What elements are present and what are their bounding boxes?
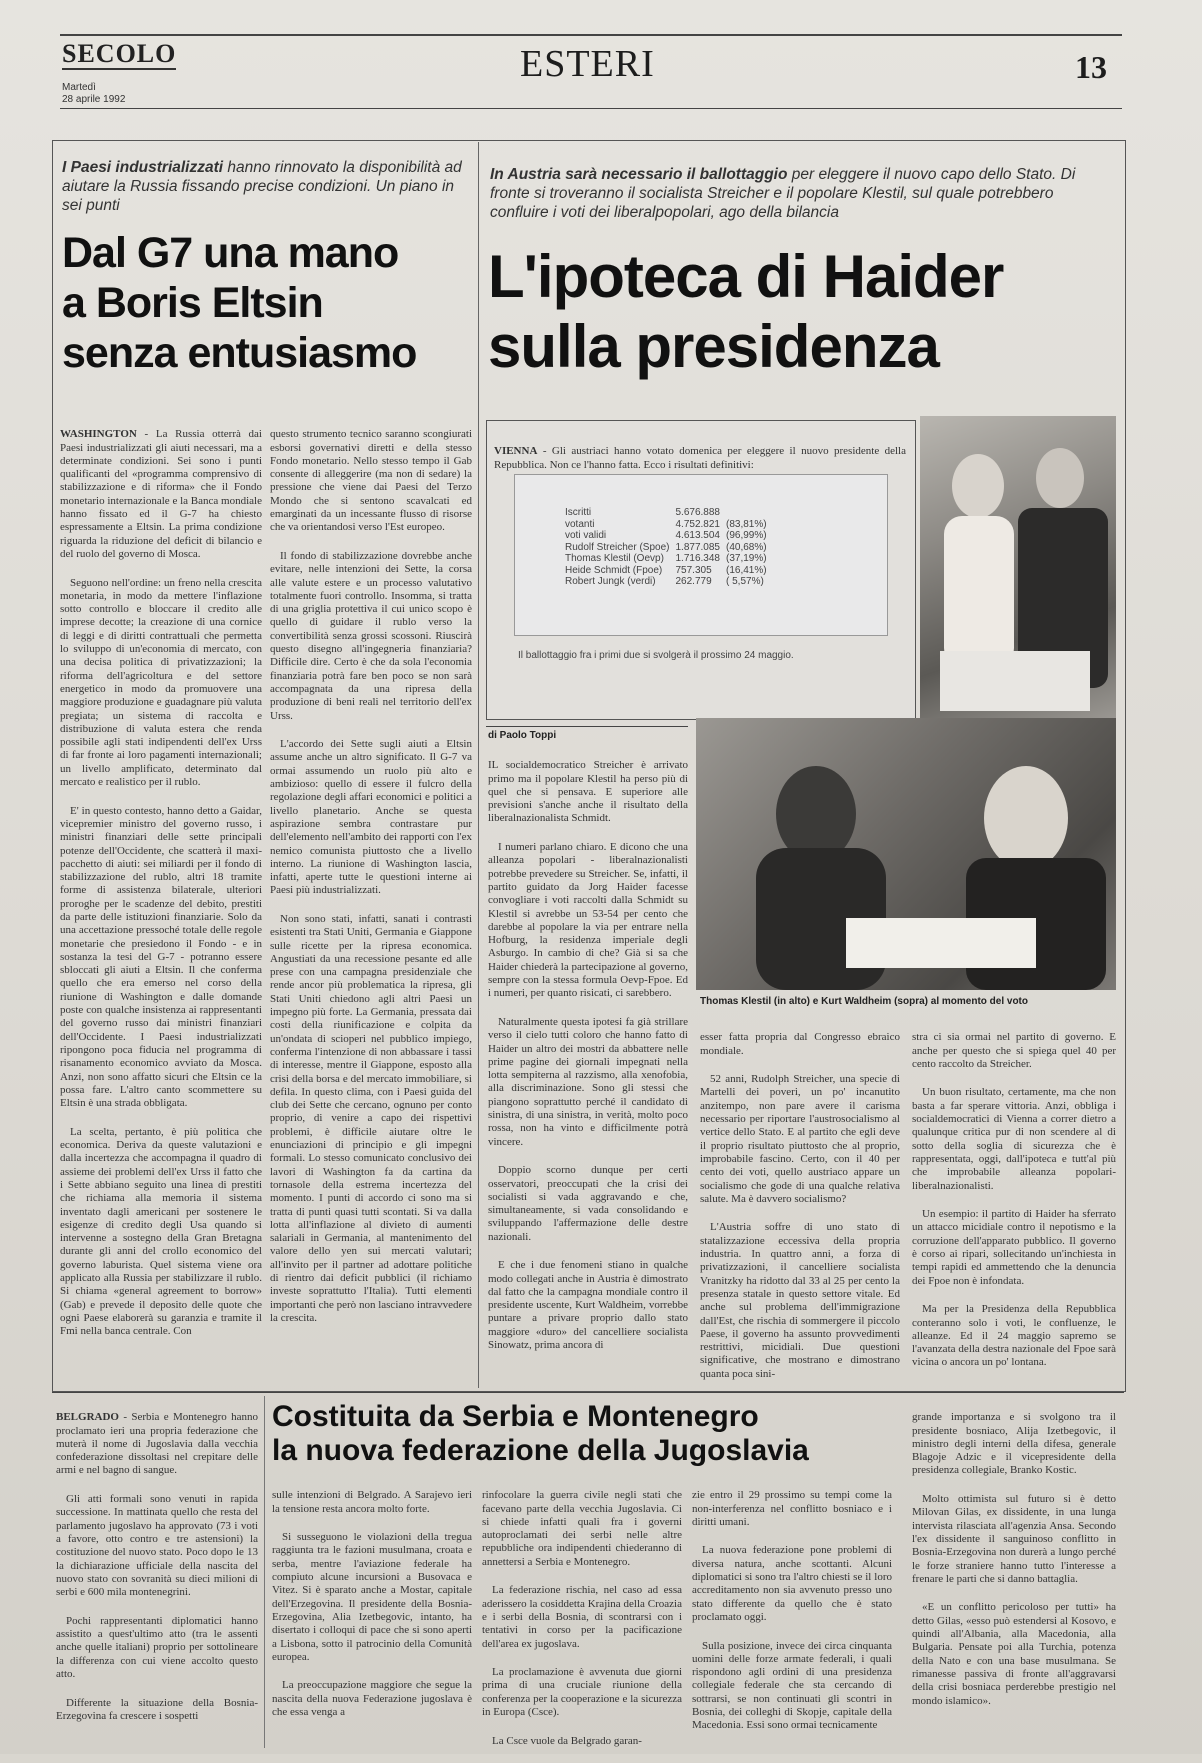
result-value: 757.305 bbox=[675, 564, 712, 576]
jugoslavia-paragraph: La nuova federazione pone problemi di diversa natura, anche scottanti. Alcuni diplomatici si sono tra l'altro chiesti se il loro accreditamento non sia avvenuto presso uno stato differente da quello che è stato proclamato oggi. bbox=[692, 1544, 892, 1623]
results-dateline: VIENNA bbox=[494, 445, 538, 458]
results-row bbox=[565, 530, 773, 542]
haider-paragraph: E che i due fenomeni stiano in qualche modo collegati anche in Austria è dimostrato dal fatto che la campagna mondiale contro il presidente uscente, Kurt Waldheim, vorrebbe puntare a privare proprio dallo stato maggiore «duro» del cancelliere socialista Sinowatz, prima ancora di bbox=[488, 1259, 688, 1352]
byline-rule bbox=[486, 726, 688, 727]
jugoslavia-column-5 bbox=[912, 1398, 1116, 1748]
jugoslavia-paragraph: Si susseguono le violazioni della tregua raggiunta tra le fazioni musulmana, croata e serba, mentre l'aviazione federale ha compiuto alcune incursioni a Busovaca e Vitez. Si è sparato anche a Mostar, capitale dell'Erzegovina. Il presidente della Bosnia-Erzegovina, Alia Izetbegovic, intanto, ha disertato i colloqui di pace che si sono aperti a Lisbona, sotto il patrocinio della Comunità europea. bbox=[272, 1531, 472, 1663]
results-row bbox=[565, 553, 773, 565]
top-rule bbox=[60, 34, 1122, 36]
haider-kicker-bold: In Austria sarà necessario il ballottaggio bbox=[490, 166, 788, 183]
haider-paragraph: Un esempio: il partito di Haider ha sferrato un attacco micidiale contro il nepotismo e la corruzione dell'apparato pubblico. Il governo è corso ai ripari, sollecitando un'inchiesta in tempi rapidi ed ammettendo che la denuncia dei Fpoe non è infondata. bbox=[912, 1208, 1116, 1287]
issue-weekday: Martedì bbox=[62, 82, 96, 93]
result-label: Iscritti bbox=[565, 507, 592, 518]
result-pct: (83,81%) bbox=[726, 518, 767, 530]
haider-paragraph: stra ci sia ormai nel partito di governo. E anche per questo che si spiega quel 40 per cento raccolto da Streicher. bbox=[912, 1031, 1116, 1070]
result-value: 1.716.348 bbox=[675, 553, 720, 564]
jugoslavia-headline-line: Costituita da Serbia e Montenegro bbox=[272, 1400, 759, 1433]
haider-paragraph: I numeri parlano chiaro. E dicono che una alleanza popolari - liberalnazionalisti potrebbe prevedere su Streicher. Se, infatti, il partito guidato da Jorg Haider facesse convogliare i voti raccolti dalla Schmidt su Klestil si avrebbe un 53-54 per cento che darebbe al popolare la via per entrare nella Hofburg, la residenza imperiale degli Asburgo. In cambio di che? Già si sa che Haider chiederà la partecipazione al governo, sempre con la stessa formula Oevp-Fpoe. Ed i numeri, per quanto risicati, ci sarebbero. bbox=[488, 841, 688, 1000]
lower-rule bbox=[52, 1392, 1124, 1393]
section-title: ESTERI bbox=[520, 43, 655, 85]
issue-day: 28 aprile 1992 bbox=[62, 94, 126, 105]
results-table-body bbox=[565, 507, 773, 588]
g7-paragraph: Seguono nell'ordine: un freno nella crescita monetaria, in modo da mettere l'inflazione sotto controllo e bloccare il credito alle imprese decotte; la creazione di una cornice di leggi e di diritti contrattuali che permetta lo sviluppo di un'economia di mercato, con una decisa politica di privatizzazioni; la riforma dell'agricoltura e del settore energetico in modo da promuovere una maggiore produzione e guadagnare più valuta pregiata; un sistema di raccolta e distribuzione di valuta estera che renda possibile agli stati indipendenti dell'ex Urss di far fronte ai loro pagamenti internazionali; un livello amplificato, determinato dal mercato e realistico per il rublo. bbox=[60, 576, 262, 789]
klestil-photo-figures bbox=[920, 416, 1116, 718]
masthead-rule bbox=[60, 108, 1122, 109]
g7-kicker-bold: I Paesi industrializzati bbox=[62, 159, 224, 176]
jugoslavia-paragraph: sulle intenzioni di Belgrado. A Sarajevo ieri la tensione resta ancora molto forte. bbox=[272, 1489, 472, 1515]
g7-paragraph: Non sono stati, infatti, sanati i contrasti esistenti tra Stati Uniti, Germania e Giappone sulle ricette per la ripresa economica. Angustiati da una recessione pesante ed alle prese con una campagna presidenziale che rende ancor più problematica la ripresa, gli Stati Uniti chiedono agli altri Paesi un impegno più forte. La Germania, pressata dai costi della riunificazione e colpita da un'ondata di scioperi nel pubblico impiego, conferma l'intenzione di non abbassare i tassi di interesse, mentre il Giappone, esposto alla crisi della borsa e del mercato immobiliare, si defila. In questo clima, con i Paesi guida del club dei Sette che cercano, ognuno per conto proprio, di venire a capo dei rispettivi problemi, è difficile aiutare oltre le enunciazioni di principio e gli impegni formali. Lo stesso comunicato conclusivo dei lavori di Washington fa da cartina da tornasole della estrema incertezza del momento. I punti di accordo ci sono ma si tratta di punti quasi tutti scontati. Si va dalla lotta all'inflazione al divieto di aumenti salariali in Germania, al mantenimento del valore dello yen sui mercati valutari; all'invito per il partner ad adottare politiche di rientro dai deficit pubblici (il richiamo investe soprattutto l'Italia). Tutti elementi importanti che però non lasciano intravvedere la crescita. bbox=[270, 912, 472, 1324]
result-label: Heide Schmidt (Fpoe) bbox=[565, 564, 663, 576]
newspaper-logo: SECOLO bbox=[62, 39, 177, 68]
haider-headline bbox=[488, 242, 1108, 382]
jugoslavia-headline-line: la nuova federazione della Jugoslavia bbox=[272, 1434, 809, 1467]
haider-kicker-rest: per eleggere il nuovo capo dello Stato. Di fronte si troveranno il socialista Streicher e il popolare Klestil, sul quale potrebbero confluire i voti dei liberalpopolari, ago della bilancia bbox=[490, 166, 1076, 221]
result-label: Robert Jungk (verdi) bbox=[565, 576, 656, 587]
jugoslavia-paragraph: Pochi rappresentanti diplomatici hanno assistito a quest'ultimo atto (tra le assenti anche quelle italiani) proprio per sottolineare la differenza con cui viene accolto questo atto. bbox=[56, 1614, 258, 1680]
jugoslavia-paragraph: - Serbia e Montenegro hanno proclamato ieri una propria federazione che muterà il nome di Jugoslavia dalla vecchia confederazione dissoltasi nel crepitare delle armi e nel bagno di sangue. bbox=[56, 1411, 258, 1477]
haider-column-3 bbox=[912, 1018, 1116, 1382]
haider-column-1 bbox=[488, 746, 688, 1382]
jugoslavia-paragraph: grande importanza e si svolgono tra il presidente bosniaco, Alija Izetbegovic, il ministro degli interni della difesa, generale Blagoje Adzic e il vicepresidente della presidenza collegiale, Branko Kostic. bbox=[912, 1411, 1116, 1477]
jugoslavia-paragraph: Molto ottimista sul futuro si è detto Milovan Gilas, ex dissidente, in una lunga intervista rilasciata all'agenzia Ansa. Secondo l'ex dissidente il sanguinoso conflitto in Bosnia-Erzegovina non durerà a lungo perché le forze straniere hanno tutto l'interesse a frenare le parti che si danno battaglia. bbox=[912, 1493, 1116, 1585]
haider-paragraph: Naturalmente questa ipotesi fa già strillare verso il cielo tutti coloro che hanno fatto di Haider un altro dei mostri da abbattere nelle prime pagine dei giornali impegnati nella lotta sempiterna al razzismo, alla xenofobia, alla discriminazione. Sono gli stessi che piangono soprattutto perché il candidato di sinistra, di una sinistra, in verità, molto poco rossa, non ha vinto e difficilmente potrà vincere. bbox=[488, 1015, 688, 1148]
g7-dateline: WASHINGTON bbox=[60, 428, 137, 441]
jugoslavia-divider bbox=[264, 1396, 265, 1748]
result-label: Thomas Klestil (Oevp) bbox=[565, 553, 664, 564]
jugoslavia-headline bbox=[272, 1400, 912, 1468]
g7-paragraph: E' in questo contesto, hanno detto a Gaidar, vicepremier ministro del governo russo, i ministri finanziari delle sette principali potenze dell'Occidente, che scatterà il maxi-pacchetto di aiuti: sei miliardi per il fondo di stabilizzazione del rublo, altri 18 tramite forme di assistenza bilaterale, ulteriori proroghe per le scadenze del debito, prestiti da parte delle istituzioni finanziarie. Solo da una accettazione pressoché totale delle regole monetarie che presiedono il Fondo - e in sostanza la tesi del G-7 - potranno essere sbloccati gli aiuti a Eltsin. Il che conferma quello che era emerso nel corso della riunione di Washington e dalle domande poste con qualche insistenza ai rappresentanti del governo russo dai ministri finanziari dell'Occidente. I Paesi industrializzati ripongono poca fiducia nel programma di risanamento economico avviato da Mosca. Anzi, non sono affatto sicuri che Eltsin ce la possa fare. L'altro canto scommettere su Eltsin è una strada obbligata. bbox=[60, 804, 262, 1110]
jugoslavia-paragraph: La proclamazione è avvenuta due giorni prima di una cruciale riunione della conferenza per la cooperazione e la sicurezza in Europa (Csce). bbox=[482, 1666, 682, 1719]
results-footer: Il ballottaggio fra i primi due si svolgerà il prossimo 24 maggio. bbox=[518, 650, 794, 661]
photo-caption: Thomas Klestil (in alto) e Kurt Waldheim (sopra) al momento del voto bbox=[700, 996, 1028, 1007]
result-label: voti validi bbox=[565, 530, 607, 541]
g7-paragraph: Il fondo di stabilizzazione dovrebbe anche evitare, nelle intenzioni dei Sette, la corsa alle valute estere e un processo valutativo totalmente fuori controllo. Insomma, si tratta di una griglia protettiva il cui unico scopo è quello di guidare il rublo verso la convertibilità senza grossi scossoni. Riuscirà questo disegno all'ingegneria finanziaria? Difficile dire. Certo è che da sola l'economia finanziaria potrà fare ben poco se non sarà accompagnata da una ripresa della produzione di beni reali nel territorio dell'ex Urss. bbox=[270, 549, 472, 722]
jugoslavia-paragraph: «E un conflitto pericoloso per tutti» ha detto Gilas, «esso può estendersi al Kosovo, e quindi all'Albania, alla Macedonia, alla Bulgaria. Pensate poi alla Turchia, potenza della Nato e con una base musulmana. Se rimanesse passiva di fronte all'aggravarsi della crisi bosniaca perderebbe prestigio nel mondo islamico». bbox=[912, 1601, 1116, 1707]
jugoslavia-column-3 bbox=[482, 1476, 682, 1748]
result-pct: (37,19%) bbox=[726, 553, 767, 564]
issue-date bbox=[62, 82, 125, 106]
klestil-photo bbox=[920, 416, 1116, 718]
jugoslavia-dateline: BELGRADO bbox=[56, 1411, 119, 1424]
page-number: 13 bbox=[1075, 49, 1107, 85]
results-table-panel bbox=[514, 474, 888, 636]
jugoslavia-paragraph: La federazione rischia, nel caso ad essa aderissero la cosiddetta Krajina della Croazia e i serbi della Bosnia, di scontrarsi con i tentativi in corso per la pacificazione dell'area ex jugoslava. bbox=[482, 1584, 682, 1650]
waldheim-photo-figures bbox=[696, 718, 1116, 990]
haider-paragraph: Ma per la Presidenza della Repubblica conteranno solo i voti, le confluenze, le alleanze. Ed il 24 maggio sapremo se l'avanzata della destra nazionale del Fpoe sarà vicina o ancora un po' lontana. bbox=[912, 1303, 1116, 1369]
g7-paragraph: questo strumento tecnico saranno scongiurati esborsi governativi diretti e della stesso Fondo monetario. Nello stesso tempo il Gab consente di alleggerire (ma non di sedare) la pressione che viene dai Paesi del Terzo Mondo che si sentono scavalcati ed emarginati da un incessante flusso di risorse che va orientandosi verso l'Est europeo. bbox=[270, 428, 472, 534]
results-intro bbox=[494, 432, 906, 471]
haider-paragraph: L'Austria soffre di uno stato di statalizzazione eccessiva della propria industria. In quattro anni, a forza di privatizzazioni, il cancelliere socialista Vranitzky ha ridotto dal 33 al 25 per cento la presenza statale in questo settore vitale. Ed anche sul problema dell'immigrazione dall'Est, che rischia di sommergere il piccolo Paese, il governo ha assunto provvedimenti restrittivi, micidiali. Due questioni significative, che mostrano e dimostrano quanta poca sini- bbox=[700, 1221, 900, 1380]
haider-headline-line: L'ipoteca di Haider bbox=[488, 243, 1004, 310]
g7-headline bbox=[62, 228, 472, 378]
jugoslavia-paragraph: Gli atti formali sono venuti in rapida successione. In mattinata quello che resta del parlamento jugoslavo ha approvato (73 i voti a favore, otto contro e tre astensioni) la costituzione del nuovo stato. Poco dopo le 13 la dichiarazione ufficiale della nascita del nuovo stato con sovranità su dieci milioni di serbi e 600 mila montenegrini. bbox=[56, 1493, 258, 1599]
result-value: 4.752.821 bbox=[675, 518, 720, 530]
result-value: 5.676.888 bbox=[675, 507, 720, 518]
result-pct: (40,68%) bbox=[726, 541, 767, 553]
haider-column-2 bbox=[700, 1018, 900, 1382]
haider-paragraph: 52 anni, Rudolph Streicher, una specie di Martelli dei poveri, un po' incanutito anzitempo, non pare avere il carisma necessario per riportare l'austrosocialismo al vertice dello Stato. E al partito che egli deve il proprio risultato piuttosto che al proprio, improbabile fascino. Certo, con il 40 per cento dei voti, quello austriaco appare un socialismo che gode di una qualche relativa salute. Ma è davvero socialismo? bbox=[700, 1073, 900, 1205]
result-pct: (16,41%) bbox=[726, 564, 767, 576]
g7-column-1 bbox=[60, 415, 262, 1383]
results-table bbox=[565, 507, 773, 588]
haider-paragraph: IL socialdemocratico Streicher è arrivato primo ma il popolare Klestil ha perso più di quel che si pensava. E superiore alle previsioni s'anche anche il risultato della liberalnazionalista Schmidt. bbox=[488, 759, 688, 825]
haider-paragraph: Un buon risultato, certamente, ma che non basta a far sperare vittoria. Anzi, obbliga i socialdemocratici di Vienna a correr dietro a qualunque critica pur di non scendere al di sotto della soglia di sicurezza che è rappresentata, oggi, dall'ipoteca e tutt'al più che improbabile alleanza popolari-liberalnazionalisti. bbox=[912, 1086, 1116, 1192]
g7-kicker-rest: hanno rinnovato la disponibilità ad aiutare la Russia fissando precise condizioni. Un piano in sei punti bbox=[62, 159, 462, 214]
haider-kicker bbox=[490, 165, 1090, 222]
result-label: Rudolf Streicher (Spoe) bbox=[565, 541, 670, 553]
jugoslavia-paragraph: Sulla posizione, invece dei circa cinquanta uomini delle forze armate federali, i quali rispondono agli ordini di una presidenza collegiale federale che sta cercando di sottrarsi, se non continuati gli scontri in Bosnia, dei colleghi di Skopje, capitale della Macedonia. Essi sono ormai tecnicamente bbox=[692, 1639, 892, 1732]
jugoslavia-paragraph: Differente la situazione della Bosnia-Erzegovina fa crescere i sospetti bbox=[56, 1696, 258, 1722]
results-row bbox=[565, 565, 773, 577]
results-row bbox=[565, 507, 773, 519]
jugoslavia-paragraph: La preoccupazione maggiore che segue la nascita della nuova Federazione jugoslava è che essa venga a bbox=[272, 1679, 472, 1719]
jugoslavia-column-1 bbox=[56, 1398, 258, 1746]
jugoslavia-paragraph: zie entro il 29 prossimo su tempi come la non-interferenza nel conflitto bosniaco e i diritti umani. bbox=[692, 1489, 892, 1528]
result-pct: ( 5,57%) bbox=[726, 576, 764, 587]
g7-paragraph: La scelta, pertanto, è più politica che economica. Deriva da queste valutazioni e dalla incertezza che accompagna il quadro di assieme dei problemi dell'ex Urss il fatto che i Sette abbiano seguito una linea di prestiti che richiama alla memoria il sistema inventato dagli americani per sostenere le esigenze di credito degli Usa quando si intervenne a sostegno della Gran Bretagna durante gli anni del crollo economico del governo laburista. Quel sistema viene ora applicato alla Russia per stabilizzare il rublo. Si chiama «general agreement to borrow» (Gab) e prevede il deposito delle quote che ogni Paese elaborerà su garanzia e tramite il Fmi nella banca centrale. Con bbox=[60, 1125, 262, 1338]
haider-paragraph: esser fatta propria dal Congresso ebraico mondiale. bbox=[700, 1031, 900, 1057]
haider-headline-line: sulla presidenza bbox=[488, 313, 939, 380]
g7-paragraph: - La Russia otterrà dai Paesi industrializzati gli aiuti necessari, ma a determinate condizioni. Sei sono i punti qualificanti del «programma comprensivo di stabilizzazione e di riforma» che il Fondo monetario internazionale e la Banca mondiale hanno fissato ed il G-7 ha chiesto espressamente a Eltsin. La prima condizione riguarda la riduzione del deficit di bilancio e del ruolo del governo di Mosca. bbox=[60, 428, 262, 560]
results-row bbox=[565, 542, 773, 554]
jugoslavia-column-4 bbox=[692, 1476, 892, 1748]
byline: di Paolo Toppi bbox=[488, 730, 557, 741]
haider-paragraph: Doppio scorno dunque per certi osservatori, preoccupati che la crisi dei socialisti si vada aggravando e che, simultaneamente, si vada consolidando e sviluppando l'affermazione delle destre nazionali. bbox=[488, 1164, 688, 1243]
results-row bbox=[565, 576, 773, 588]
g7-paragraph: L'accordo dei Sette sugli aiuti a Eltsin assume anche un altro significato. Il G-7 va ormai assumendo un ruolo più alto e ambizioso: quello di essere il fulcro della regolazione degli affari economici e politici a livello planetario. Anche se questa aspirazione sembra contrastare pur dell'elemento nell'ambito dei rapporti con l'ex nemico comunista piuttosto che a livello interno. La riunione di Washington lascia, infatti, aperte tutte le questioni interne ai Paesi più industrializzati. bbox=[270, 738, 472, 897]
result-value: 262.779 bbox=[675, 576, 712, 587]
g7-headline-line: a Boris Eltsin bbox=[62, 279, 323, 327]
result-pct: (96,99%) bbox=[726, 530, 767, 541]
result-value: 4.613.504 bbox=[675, 530, 720, 541]
result-value: 1.877.085 bbox=[675, 541, 720, 553]
column-divider bbox=[478, 142, 479, 1388]
jugoslavia-column-2 bbox=[272, 1476, 472, 1748]
g7-column-2 bbox=[270, 415, 472, 1383]
result-label: votanti bbox=[565, 518, 595, 530]
jugoslavia-paragraph: rinfocolare la guerra civile negli stati che facevano parte della vecchia Jugoslavia. Ci si chiede infatti quali fra i governi autoproclamati dei serbi nelle altre repubbliche ora indipendenti chiederanno di annettersi a Serbia e Montenegro. bbox=[482, 1489, 682, 1568]
waldheim-photo bbox=[696, 718, 1116, 990]
g7-headline-line: senza entusiasmo bbox=[62, 329, 417, 377]
results-row bbox=[565, 519, 773, 531]
g7-kicker bbox=[62, 158, 462, 215]
result-pct bbox=[726, 507, 773, 519]
jugoslavia-paragraph: La Csce vuole da Belgrado garan- bbox=[492, 1734, 642, 1747]
g7-headline-line: Dal G7 una mano bbox=[62, 229, 399, 277]
results-intro-text: - Gli austriaci hanno votato domenica per eleggere il nuovo presidente della Repubblica. Non ce l'hanno fatta. Ecco i risultati definitivi: bbox=[494, 445, 906, 471]
